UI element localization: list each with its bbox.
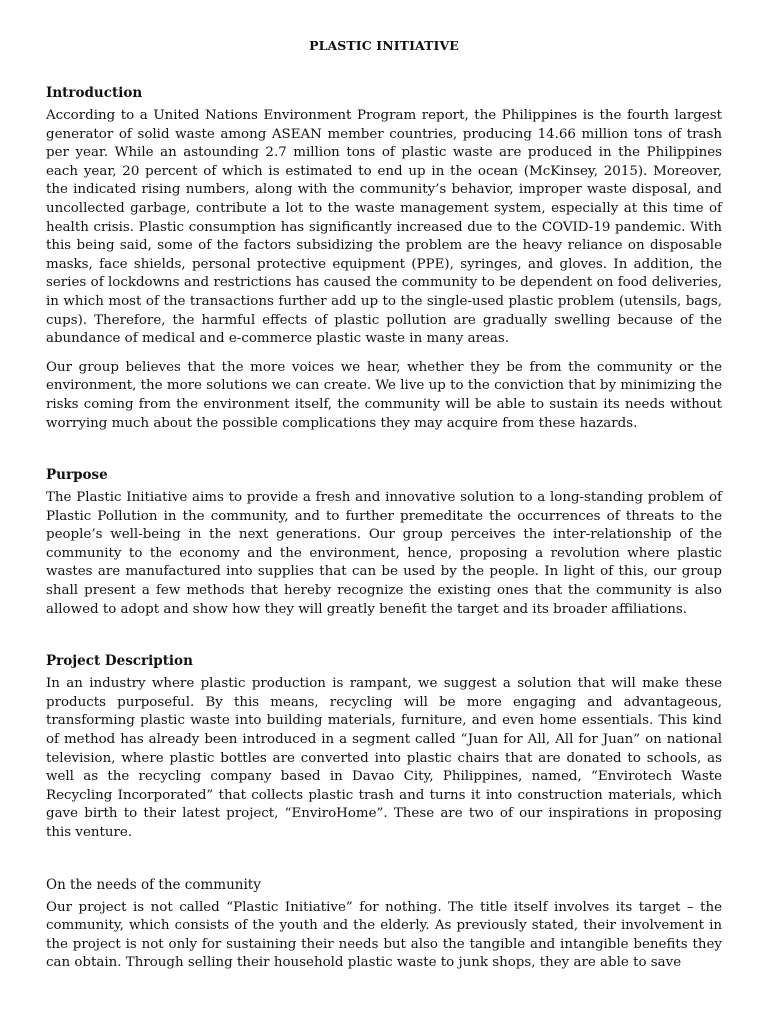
community-needs-paragraph: Our project is not called “Plastic Initiative” for nothing. The title itself involves its target – the community, which consists of the youth and the elderly. As previously stated, their involvement in the project is not only for sustaining their needs but also the tangible and intangible benefits they can obtain. Through selling their household plastic waste to junk shops, they are able to save (46, 899, 722, 971)
introduction-paragraph-1: According to a United Nations Environment Program report, the Philippines is the fourth largest generator of solid waste among ASEAN member countries, producing 14.66 million tons of trash per year. While an astounding 2.7 million tons of plastic waste are produced in the Philippines each year, 20 percent of which is estimated to end up in the ocean (McKinsey, 2015). Moreover, the indicated rising numbers, along with the community’s behavior, improper waste disposal, and uncollected garbage, contribute a lot to the waste management system, especially at this time of health crisis. Plastic consumption has significantly increased due to the COVID-19 pandemic. With this being said, some of the factors subsidizing the problem are the heavy reliance on disposable masks, face shields, personal protective equipment (PPE), syringes, and gloves. In addition, the series of lockdowns and restrictions has caused the community to be dependent on food deliveries, in which most of the transactions further add up to the single-used plastic problem (utensils, bags, cups). Therefore, the harmful effects of plastic pollution are gradually swelling because of the abundance of medical and e-commerce plastic waste in many areas. (46, 108, 722, 347)
document-page (46, 38, 722, 973)
section-heading-introduction: Introduction (46, 85, 143, 101)
subsection-heading-community-needs: On the needs of the community (46, 876, 261, 893)
document-title: PLASTIC INITIATIVE (309, 38, 459, 53)
section-heading-purpose: Purpose (46, 467, 108, 484)
project-description-paragraph: In an industry where plastic production is rampant, we suggest a solution that will make these products purposeful. By this means, recycling will be more engaging and advantageous, transforming plastic waste into building materials, furniture, and even home essentials. This kind of method has already been introduced in a segment called “Juan for All, All for Juan” on national television, where plastic bottles are converted into plastic chairs that are donated to schools, as well as the recycling company based in Davao City, Philippines, named, “Envirotech Waste Recycling Incorporated” that collects plastic trash and turns it into construction materials, which gave birth to their latest project, “EnviroHome”. These are two of our inspirations in proposing this venture. (46, 676, 722, 840)
purpose-paragraph: The Plastic Initiative aims to provide a fresh and innovative solution to a long-standing problem of Plastic Pollution in the community, and to further premeditate the occurrences of threats to the people’s well-being in the next generations. Our group perceives the inter-relationship of the community to the economy and the environment, hence, proposing a revolution where plastic wastes are manufactured into supplies that can be used by the people. In light of this, our group shall present a few methods that hereby recognize the existing ones that the community is also allowed to adopt and show how they will greatly benefit the target and its broader affiliations. (46, 490, 722, 617)
introduction-paragraph-2: Our group believes that the more voices we hear, whether they be from the community or the environment, the more solutions we can create. We live up to the conviction that by minimizing the risks coming from the environment itself, the community will be able to sustain its needs without worrying much about the possible complications they may acquire from these hazards. (46, 359, 722, 431)
section-heading-project-description: Project Description (46, 653, 193, 670)
